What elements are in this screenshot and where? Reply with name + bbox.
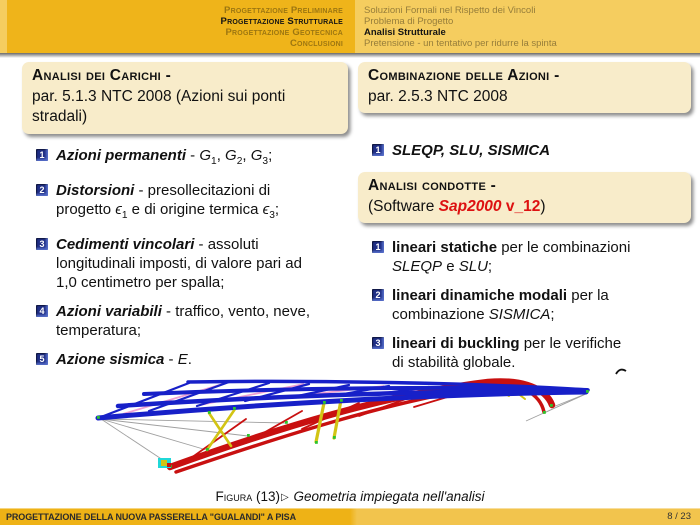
item-number-badge: 4 xyxy=(36,305,48,317)
header-shadow xyxy=(0,53,700,58)
item-text: Distorsioni - presollecitazioni di progetto $\epsilon_1$ e di origine termica $\epsilon_3$; xyxy=(56,182,280,221)
item-text: SLEQP, SLU, SISMICA xyxy=(392,142,551,159)
nav-subsection-problema[interactable]: Problema di Progetto xyxy=(364,16,454,27)
block-combinazione-azioni: Combinazione delle Azioni - par. 2.5.3 NTC 2008 xyxy=(358,62,691,113)
list-item xyxy=(36,302,314,340)
nav-subsection-soluzioni[interactable]: Soluzioni Formali nel Rispetto dei Vincoli xyxy=(364,5,536,16)
item-number-badge: 1 xyxy=(36,149,48,161)
item-number-badge: 3 xyxy=(36,238,48,250)
block-analisi-carichi: Analisi dei Carichi - par. 5.1.3 NTC 2008 (Azioni sui ponti stradali) xyxy=(22,62,348,134)
nav-subsection-pretensione[interactable]: Pretensione - un tentativo per ridurre la spinta xyxy=(364,38,557,49)
nav-section-conclusioni[interactable]: Conclusioni xyxy=(289,38,343,49)
header-left-strip xyxy=(0,0,7,53)
item-text: Azioni permanenti - $G_1$, $G_2$, $G_3$; xyxy=(56,147,273,167)
item-text: lineari dinamiche modali per la combinazione SISMICA; xyxy=(392,287,609,323)
header-subsections-nav xyxy=(355,0,700,53)
nav-section-geotecnica[interactable]: Progettazione Geotecnica xyxy=(225,27,343,38)
item-number-badge: 1 xyxy=(372,241,384,253)
item-number-badge: 1 xyxy=(372,144,384,156)
bridge-wireframe-svg xyxy=(88,366,633,498)
item-number-badge: 3 xyxy=(372,337,384,349)
item-text: lineari di buckling per le verifiche di stabilità globale. xyxy=(392,335,622,371)
item-number-badge: 5 xyxy=(36,353,48,365)
footer-bar xyxy=(0,508,700,525)
arch-end-section xyxy=(158,458,171,468)
nav-section-preliminare[interactable]: Progettazione Preliminare xyxy=(224,5,343,16)
item-number-badge: 2 xyxy=(372,289,384,301)
stray-mark xyxy=(616,370,626,374)
bridge-model-figure xyxy=(88,366,633,498)
list-item xyxy=(372,286,635,324)
list-item xyxy=(372,141,682,160)
combinations-list xyxy=(372,141,682,170)
item-text: Cedimenti vincolari - assoluti longitudinali imposti, di valore pari ad 1,0 centimetro per spalla; xyxy=(56,236,302,291)
nav-section-strutturale[interactable]: Progettazione Strutturale xyxy=(220,16,343,27)
item-number-badge: 2 xyxy=(36,184,48,196)
block-analisi-condotte: Analisi condotte - (Software Sap2000 v_12) xyxy=(358,172,691,223)
list-item xyxy=(36,146,314,171)
item-text: Azioni variabili - traffico, vento, neve, temperatura; xyxy=(56,303,310,339)
page-number: 8 / 23 xyxy=(667,511,691,522)
analyses-list xyxy=(372,238,635,382)
nav-subsection-analisi[interactable]: Analisi Strutturale xyxy=(364,27,446,38)
header-sections-nav xyxy=(7,0,355,53)
list-item xyxy=(36,181,314,225)
list-item xyxy=(36,235,314,292)
item-text: lineari statiche per le combinazioni SLEQP e SLU; xyxy=(392,239,631,275)
load-types-list xyxy=(36,146,314,379)
footer-title: PROGETTAZIONE DELLA NUOVA PASSERELLA "GUALANDI" A PISA xyxy=(6,512,296,522)
figure-caption: Figura (13)▷ Geometria impiegata nell'analisi xyxy=(215,489,485,504)
item-text: Azione sismica - E. xyxy=(56,351,192,368)
list-item xyxy=(372,238,635,276)
